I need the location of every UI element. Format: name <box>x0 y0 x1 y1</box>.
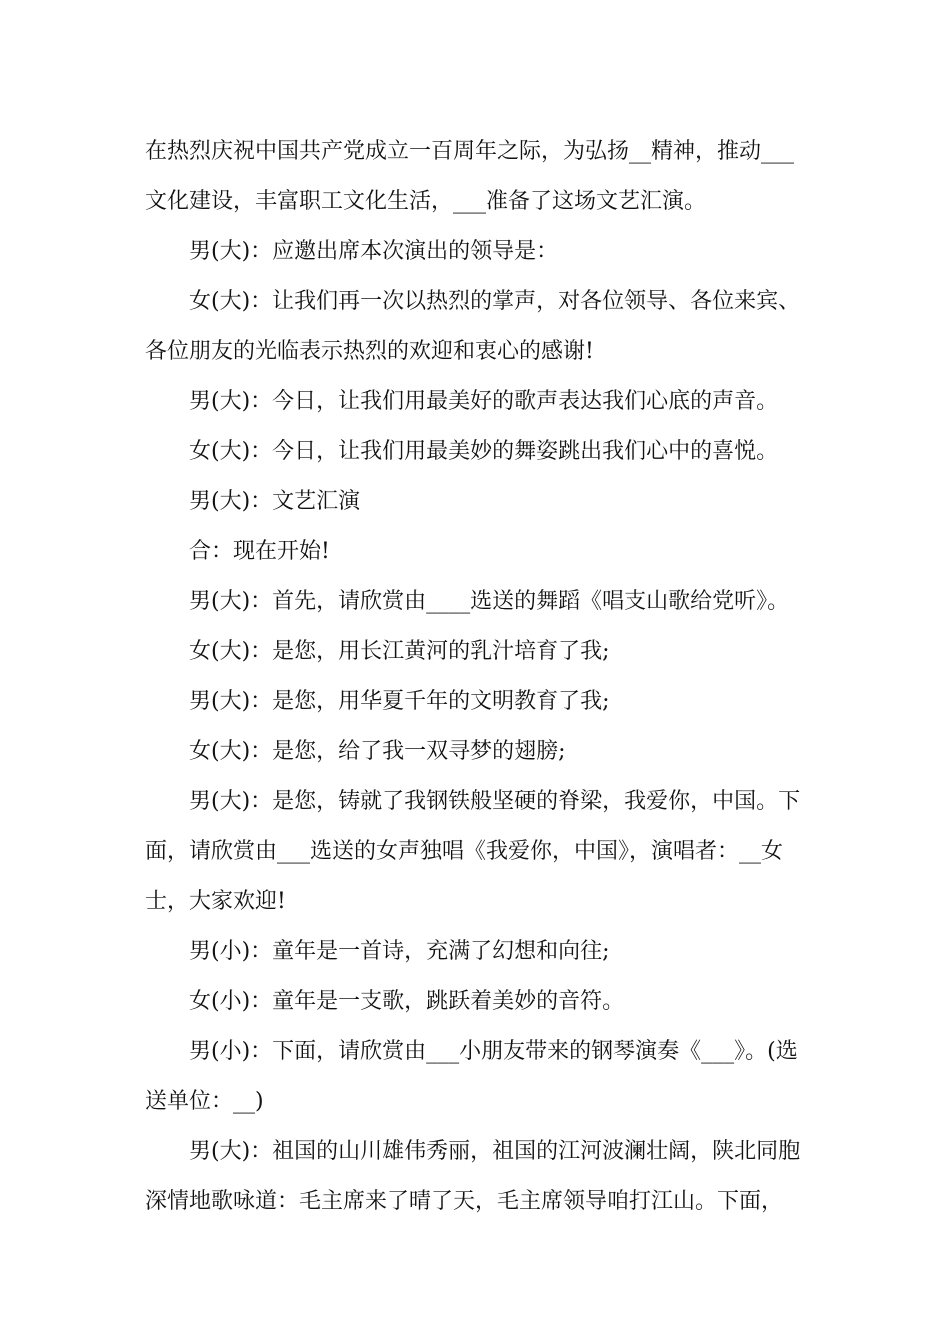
paragraph-welcome: 女(大)：让我们再一次以热烈的掌声，对各位领导、各位来宾、各位朋友的光临表示热烈的欢迎和衷心的感谢! <box>145 289 801 364</box>
document-body <box>145 127 815 1227</box>
paragraph-love-china: 男(大)：是您，铸就了我钢铁般坚硬的脊梁，我爱你，中国。下面，请欣赏由___选送的女声独唱《我爱你，中国》，演唱者：__女士，大家欢迎! <box>145 789 801 914</box>
paragraph-childhood-song: 女(小)：童年是一支歌，跳跃着美妙的音符。 <box>189 989 625 1014</box>
paragraph-wings: 女(大)：是您，给了我一双寻梦的翅膀; <box>189 739 566 764</box>
paragraph-yangtze: 女(大)：是您，用长江黄河的乳汁培育了我; <box>189 639 610 664</box>
paragraph-piano: 男(小)：下面，请欣赏由___小朋友带来的钢琴演奏《___》。(选送单位：__) <box>145 1039 798 1114</box>
paragraph-childhood-poem: 男(小)：童年是一首诗，充满了幻想和向往; <box>189 939 610 964</box>
paragraph-leaders: 男(大)：应邀出席本次演出的领导是： <box>189 239 559 264</box>
paragraph-intro: 在热烈庆祝中国共产党成立一百周年之际，为弘扬__精神，推动___文化建设，丰富职工文化生活，___准备了这场文艺汇演。 <box>145 139 795 214</box>
paragraph-dance-joy: 女(大)：今日，让我们用最美妙的舞姿跳出我们心中的喜悦。 <box>189 439 779 464</box>
paragraph-motherland: 男(大)：祖国的山川雄伟秀丽，祖国的江河波澜壮阔，陕北同胞深情地歌咏道：毛主席来了晴了天，毛主席领导咱打江山。下面， <box>145 1139 801 1214</box>
paragraph-song-voice: 男(大)：今日，让我们用最美好的歌声表达我们心底的声音。 <box>189 389 779 414</box>
paragraph-first-act: 男(大)：首先，请欣赏由____选送的舞蹈《唱支山歌给党听》。 <box>189 589 790 614</box>
paragraph-start: 合：现在开始! <box>189 539 330 564</box>
paragraph-show-title: 男(大)：文艺汇演 <box>189 489 361 514</box>
paragraph-civilization: 男(大)：是您，用华夏千年的文明教育了我; <box>189 689 610 714</box>
